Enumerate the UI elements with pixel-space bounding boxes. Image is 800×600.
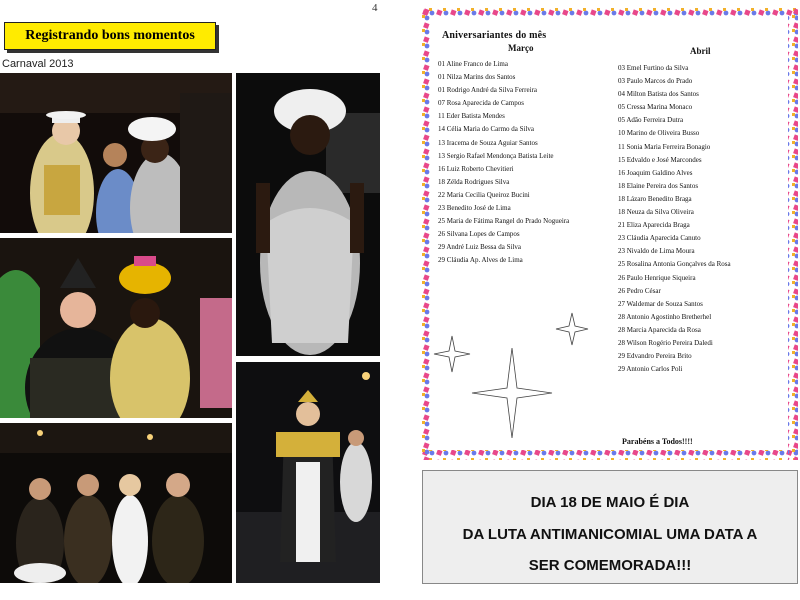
carnival-photo-woman-feather-headdress — [236, 73, 380, 356]
list-item: 01 Aline Franco de Lima — [438, 60, 508, 68]
month-heading-april: Abril — [690, 46, 711, 56]
notice-box — [422, 470, 798, 584]
list-item: 13 Sergio Rafael Mendonça Batista Leite — [438, 151, 554, 160]
list-item: 23 Cláudia Aparecida Canuto — [618, 234, 701, 243]
list-item: 23 Nivaldo de Lima Moura — [618, 247, 695, 256]
list-item: 29 André Luiz Bessa da Silva — [438, 243, 522, 252]
list-item: 05 Adão Ferreira Dutra — [618, 116, 684, 125]
list-item: 18 Neuza da Silva Oliveira — [618, 208, 694, 217]
list-item: 25 Rosalina Antonia Gonçalves da Rosa — [618, 260, 731, 269]
page-number: 4 — [372, 2, 378, 14]
list-item: 18 Elaine Pereira dos Santos — [618, 181, 699, 190]
list-item: 14 Célia Maria do Carmo da Silva — [438, 125, 535, 134]
carnival-photo-king-and-costume — [0, 238, 232, 418]
list-item: 18 Lázaro Benedito Braga — [618, 194, 692, 203]
list-item: 11 Sonia Maria Ferreira Bonagio — [618, 142, 711, 151]
list-item: 28 Marcia Aparecida da Rosa — [618, 325, 701, 334]
section-title: Registrando bons momentos — [4, 22, 216, 50]
list-item: 16 Joaquim Galdino Alves — [618, 168, 693, 177]
list-item: 28 Antonio Agostinho Bretherhel — [618, 312, 712, 321]
list-item: 28 Wilson Rogério Pereira Daledi — [618, 338, 713, 347]
month-heading-march: Março — [508, 43, 534, 53]
list-item: 11 Eder Batista Mendes — [438, 112, 505, 121]
list-item: 22 Maria Cecilia Queiroz Bucini — [438, 190, 530, 199]
congratulations-text: Parabéns a Todos!!!! — [622, 437, 693, 446]
list-item: 18 Zélda Rodrigues Silva — [438, 177, 510, 186]
star-decoration-large — [472, 348, 552, 438]
list-item: 21 Eliza Aparecida Braga — [618, 221, 690, 230]
list-item: 29 Cláudia Ap. Alves de Lima — [438, 256, 523, 265]
notice-line-1: DIA 18 DE MAIO É DIA — [530, 494, 690, 511]
list-item: 01 Rodrigo André da Silva Ferreira — [438, 86, 537, 95]
list-item: 26 Paulo Henrique Siqueira — [618, 273, 696, 282]
notice-line-2: DA LUTA ANTIMANICOMIAL UMA DATA A — [462, 526, 758, 543]
april-birthday-list — [618, 62, 731, 376]
carnival-photo-group-of-three — [0, 73, 232, 233]
right-page — [400, 0, 800, 600]
march-birthday-list — [438, 58, 569, 268]
list-item: 07 Rosa Aparecida de Campos — [438, 99, 524, 108]
list-item: 10 Marino de Oliveira Busso — [618, 129, 700, 138]
list-item: 26 Silvana Lopes de Campos — [438, 230, 520, 239]
list-item: 29 Antonio Carlos Poli — [618, 365, 683, 374]
carnival-photo-parade-group — [0, 423, 232, 583]
list-item: 29 Edvandro Pereira Brito — [618, 352, 692, 361]
list-item: 25 Maria de Fátima Rangel do Prado Nogueira — [438, 217, 570, 226]
list-item: 03 Paulo Marcos do Prado — [618, 77, 693, 86]
list-item: 16 Luiz Roberto Chevitieri — [438, 164, 514, 173]
list-item: 27 Waldemar de Souza Santos — [618, 299, 703, 308]
birthday-title: Aniversariantes do mês — [442, 30, 547, 41]
list-item: 13 Iracema de Souza Aguiar Santos — [438, 138, 538, 147]
list-item: 01 Nilza Marins dos Santos — [438, 73, 516, 82]
list-item: 04 Milton Batista dos Santos — [618, 90, 699, 99]
notice-line-3: SER COMEMORADA!!! — [528, 557, 692, 574]
list-item: 03 Emel Furtino da Silva — [618, 64, 689, 72]
star-decoration-small-left — [434, 336, 470, 372]
list-item: 23 Benedito José de Lima — [438, 204, 511, 213]
list-item: 26 Pedro César — [618, 286, 661, 295]
star-decoration-small-right — [556, 313, 588, 345]
carnival-photo-egyptian-costume — [236, 362, 380, 583]
list-item: 05 Cressa Marina Monaco — [618, 103, 693, 112]
section-subtitle: Carnaval 2013 — [2, 58, 74, 70]
list-item: 15 Edvaldo e José Marcondes — [618, 155, 702, 164]
